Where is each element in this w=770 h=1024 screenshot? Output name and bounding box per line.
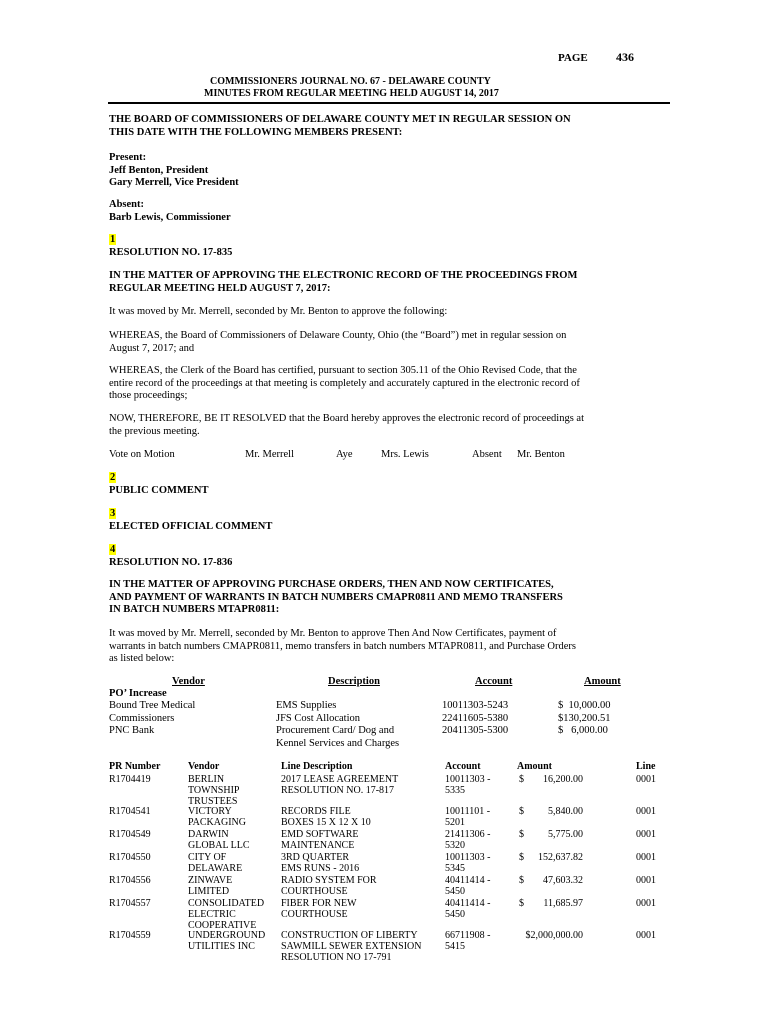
account-cell: 40411414 - xyxy=(445,898,491,909)
account-cell: 5201 xyxy=(445,817,465,828)
item-number-badge: 2 xyxy=(110,472,116,483)
po-header-vendor: Vendor xyxy=(172,676,205,687)
minutes-title: MINUTES FROM REGULAR MEETING HELD AUGUST 14, 2017 xyxy=(204,88,499,99)
line-description-cell: MAINTENANCE xyxy=(281,840,355,851)
line-description-cell: COURTHOUSE xyxy=(281,909,348,920)
amount-cell: 152,637.82 xyxy=(538,852,583,863)
vendor-cell: COOPERATIVE xyxy=(188,920,257,931)
currency-symbol: $ xyxy=(519,806,524,817)
pr-number-cell: R1704550 xyxy=(109,852,151,863)
page-label: PAGE xyxy=(558,52,588,64)
line-number-cell: 0001 xyxy=(636,806,656,817)
pr-header-account: Account xyxy=(445,761,481,772)
pr-header-number: PR Number xyxy=(109,761,161,772)
account-cell: 5450 xyxy=(445,909,465,920)
line-number-cell: 0001 xyxy=(636,774,656,785)
currency-symbol: $ xyxy=(519,852,524,863)
present-section: Present: Jeff Benton, President Gary Merrell, Vice President xyxy=(109,152,239,188)
absent-section: Absent: Barb Lewis, Commissioner xyxy=(109,199,231,223)
account-cell: 66711908 - xyxy=(445,930,491,941)
pr-number-cell: R1704556 xyxy=(109,875,151,886)
vote-value: Absent xyxy=(472,449,502,460)
line-description-cell: RESOLUTION NO 17-791 xyxy=(281,952,392,963)
account-cell: 5450 xyxy=(445,886,465,897)
pr-header-line-description: Line Description xyxy=(281,761,353,772)
account-cell: 5415 xyxy=(445,941,465,952)
line-description-cell: CONSTRUCTION OF LIBERTY xyxy=(281,930,418,941)
vote-label: Vote on Motion xyxy=(109,449,175,460)
pr-number-cell: R1704559 xyxy=(109,930,151,941)
account-cell: 5320 xyxy=(445,840,465,851)
vendor-cell: CONSOLIDATED xyxy=(188,898,265,909)
whereas-paragraph-1: WHEREAS, the Board of Commissioners of Delaware County, Ohio (the “Board”) met in regular session on August 7, 2017; and xyxy=(109,330,567,354)
vendor-cell: BERLIN xyxy=(188,774,225,785)
vote-member: Mr. Merrell xyxy=(245,449,294,460)
line-description-cell: RECORDS FILE xyxy=(281,806,351,817)
account-cell: 21411306 - xyxy=(445,829,491,840)
vote-member: Mrs. Lewis xyxy=(381,449,429,460)
whereas-paragraph-2: WHEREAS, the Clerk of the Board has certified, pursuant to section 305.11 of the Ohio Revised Code, that the entire record of the proceedings at that meeting is completely and accurately captured in the electronic record of those proceedings; xyxy=(109,365,580,401)
line-description-cell: RADIO SYSTEM FOR xyxy=(281,875,377,886)
vendor-cell: ELECTRIC xyxy=(188,909,236,920)
amount-cell: 5,840.00 xyxy=(548,806,583,817)
vendor-cell: GLOBAL LLC xyxy=(188,840,250,851)
vendor-cell: LIMITED xyxy=(188,886,230,897)
vendor-cell: UTILITIES INC xyxy=(188,941,255,952)
pr-number-cell: R1704557 xyxy=(109,898,151,909)
pr-number-cell: R1704419 xyxy=(109,774,151,785)
item-4-title: IN THE MATTER OF APPROVING PURCHASE ORDERS, THEN AND NOW CERTIFICATES, AND PAYMENT OF WARRANTS IN BATCH NUMBERS CMAPR0811 AND MEMO TRANSFERS IN BATCH NUMBERS MTAPR0811: xyxy=(109,579,563,615)
vendor-cell: CITY OF xyxy=(188,852,227,863)
vendor-cell: VICTORY xyxy=(188,806,232,817)
line-description-cell: FIBER FOR NEW xyxy=(281,898,357,909)
amount-cell: $2,000,000.00 xyxy=(525,930,583,941)
amount-cell: 5,775.00 xyxy=(548,829,583,840)
pr-header-line: Line xyxy=(636,761,656,772)
account-cell: 10011101 - xyxy=(445,806,491,817)
line-description-cell: EMD SOFTWARE xyxy=(281,829,359,840)
resolved-paragraph: NOW, THEREFORE, BE IT RESOLVED that the Board hereby approves the electronic record of proceedings at the previous meeting. xyxy=(109,413,585,437)
line-description-cell: COURTHOUSE xyxy=(281,886,348,897)
vendor-cell: UNDERGROUND xyxy=(188,930,266,941)
account-cell: 40411414 - xyxy=(445,875,491,886)
item-number-badge: 1 xyxy=(110,234,116,245)
pr-number-cell: R1704541 xyxy=(109,806,151,817)
currency-symbol: $ xyxy=(519,898,524,909)
currency-symbol: $ xyxy=(519,875,524,886)
vendor-cell: ZINWAVE xyxy=(188,875,233,886)
item-3-heading: 3 ELECTED OFFICIAL COMMENT xyxy=(109,508,273,532)
line-number-cell: 0001 xyxy=(636,875,656,886)
document-page: PAGE 436 COMMISSIONERS JOURNAL NO. 67 - DELAWARE COUNTY MINUTES FROM REGULAR MEETING HELD AUGUST 14, 2017 THE BOARD OF COMMISSIONERS OF DELAWARE COUNTY MET IN REGULAR SESSION ON THIS DATE WITH THE FOLLOWING MEMBERS PRESENT: Present: Jeff Benton, President Gary Merrell, Vice President Absent: Barb Lewis, Commissioner 1 RESOLUTION NO. 17-835 IN THE MATTER OF APPROVING THE ELECTRONIC RECORD OF THE PROCEEDINGS FROM REGULAR MEETING HELD AUGUST 7, 2017: It was moved by Mr. Merrell, seconded by Mr. Benton to approve the following: WHEREAS, the Board of Commissioners of Delaware County, Ohio (the “Board”) met in regular session on August 7, 2017; and WHEREAS, the Clerk of the Board has certified, pursuant to section 305.11 of the Ohio Revised Code, that the entire record of the proceedings at that meeting is completely and accurately captured in the electronic record of those proceedings; NOW, THEREFORE, BE IT RESOLVED that the Board hereby approves the electronic record of proceedings at the previous meeting. Vote on Motion Mr. Merrell Aye Mrs. Lewis Absent Mr. Benton 2 PUBLIC COMMENT 3 ELECTED OFFICIAL COMMENT 4 RESOLUTION NO. 17-836 IN THE MATTER OF APPROVING PURCHASE ORDERS, THEN AND NOW CERTIFICATES, AND PAYMENT OF WARRANTS IN BATCH NUMBERS CMAPR0811 AND MEMO TRANSFERS IN BATCH NUMBERS MTAPR0811: It was moved by Mr. Merrell, seconded by Mr. Benton to approve Then And Now Certificates, payment of warrants in batch numbers CMAPR0811, memo transfers in batch numbers MTAPR0811, and Purchase Orders as listed below: Vendor Description Account Amount PO’ Increase Bound Tree Medical EMS Supplies 10011303-5243 $ 10,000.00 Commissioners JFS Cost Allocation 22411605-5380 $130,200.51 PNC Bank Procurement Card/ Dog and Kennel Services and Charges 20411305-5300 $ 6,000.00 PR Number Vendor Line Description Account Amount Line R1704419 BERLIN TOWNSHIP TRUSTEES 2017 LEASE AGREEMENT RESOLUTION NO. 17-817 10011303 - 5335 $ 16,200.00 0001 R1704541 VICTORY PACKAGING RECORDS FILE BOXES 15 X 12 X 10 10011101 - 5201 $ 5,840.00 0001 R1704549 DARWIN GLOBAL LLC EMD SOFTWARE MAINTENANCE 21411306 - 5320 $ 5,775.00 0001 R1704550 CITY OF DELAWARE 3RD QUARTER EMS RUNS - 2016 10011303 - 5345 $ 152,637.82 0001 R1704556 ZINWAVE LIMITED RADIO SYSTEM FOR COURTHOUSE 40411414 - 5450 $ 47,603.32 0001 R1704557 CONSOLIDATED ELECTRIC COOPERATIVE FIBER FOR NEW COURTHOUSE 40411414 - 5450 $ 11,685.97 0001 R1704559 UNDERGROUND UTILITIES INC CONSTRUCTION OF LIBERTY SAWMILL SEWER EXTENSION RESOLUTION NO 17-791 66711908 - 5415 $2,000,000.00 0001 xyxy=(0,0,770,1024)
line-number-cell: 0001 xyxy=(636,852,656,863)
item-1-motion: It was moved by Mr. Merrell, seconded by Mr. Benton to approve the following: xyxy=(109,306,448,317)
line-description-cell: EMS RUNS - 2016 xyxy=(281,863,360,874)
vendor-cell: DARWIN xyxy=(188,829,229,840)
currency-symbol: $ xyxy=(519,774,524,785)
item-4-heading xyxy=(109,544,669,569)
vote-member: Mr. Benton xyxy=(517,449,565,460)
po-header-amount: Amount xyxy=(584,676,621,687)
line-number-cell: 0001 xyxy=(636,829,656,840)
amount-cell: 16,200.00 xyxy=(543,774,583,785)
line-description-cell: 2017 LEASE AGREEMENT xyxy=(281,774,399,785)
line-number-cell: 0001 xyxy=(636,898,656,909)
po-header-description: Description xyxy=(328,676,380,687)
line-number-cell: 0001 xyxy=(636,930,656,941)
pr-header-amount: Amount xyxy=(517,761,553,772)
vendor-cell: TOWNSHIP xyxy=(188,785,240,796)
amount-cell: 11,685.97 xyxy=(543,898,583,909)
pr-number-cell: R1704549 xyxy=(109,829,151,840)
line-description-cell: SAWMILL SEWER EXTENSION xyxy=(281,941,422,952)
journal-title: COMMISSIONERS JOURNAL NO. 67 - DELAWARE COUNTY xyxy=(210,76,491,87)
item-number-badge: 4 xyxy=(110,544,116,555)
currency-symbol: $ xyxy=(519,829,524,840)
resolution-number: RESOLUTION NO. 17-835 xyxy=(109,246,233,258)
line-description-cell: RESOLUTION NO. 17-817 xyxy=(281,785,395,796)
item-number-badge: 3 xyxy=(110,508,116,519)
item-4-motion: It was moved by Mr. Merrell, seconded by Mr. Benton to approve Then And Now Certificates, payment of warrants in batch numbers CMAPR0811, memo transfers in batch numbers MTAPR0811, and Purchase Orders as listed below: xyxy=(109,628,577,664)
intro-paragraph: THE BOARD OF COMMISSIONERS OF DELAWARE COUNTY MET IN REGULAR SESSION ON THIS DATE WITH THE FOLLOWING MEMBERS PRESENT: xyxy=(109,114,571,138)
po-header-account: Account xyxy=(475,676,513,687)
vendor-cell: PACKAGING xyxy=(188,817,246,828)
resolution-number: RESOLUTION NO. 17-836 xyxy=(109,556,233,568)
line-description-cell: 3RD QUARTER xyxy=(281,852,350,863)
item-2-heading: 2 PUBLIC COMMENT xyxy=(109,472,209,496)
vendor-cell: DELAWARE xyxy=(188,863,243,874)
item-1-title: IN THE MATTER OF APPROVING THE ELECTRONIC RECORD OF THE PROCEEDINGS FROM REGULAR MEETING HELD AUGUST 7, 2017: xyxy=(109,270,578,294)
account-cell: 5335 xyxy=(445,785,465,796)
line-description-cell: BOXES 15 X 12 X 10 xyxy=(281,817,371,828)
pr-header-vendor: Vendor xyxy=(188,761,220,772)
account-cell: 10011303 - xyxy=(445,774,491,785)
vote-value: Aye xyxy=(336,449,353,460)
item-1-heading xyxy=(109,234,669,259)
po-section-label: PO’ Increase xyxy=(109,688,167,699)
vendor-cell: TRUSTEES xyxy=(188,796,238,807)
account-cell: 10011303 - xyxy=(445,852,491,863)
header-divider xyxy=(108,102,670,104)
amount-cell: 47,603.32 xyxy=(543,875,583,886)
page-number: 436 xyxy=(616,50,634,64)
account-cell: 5345 xyxy=(445,863,465,874)
